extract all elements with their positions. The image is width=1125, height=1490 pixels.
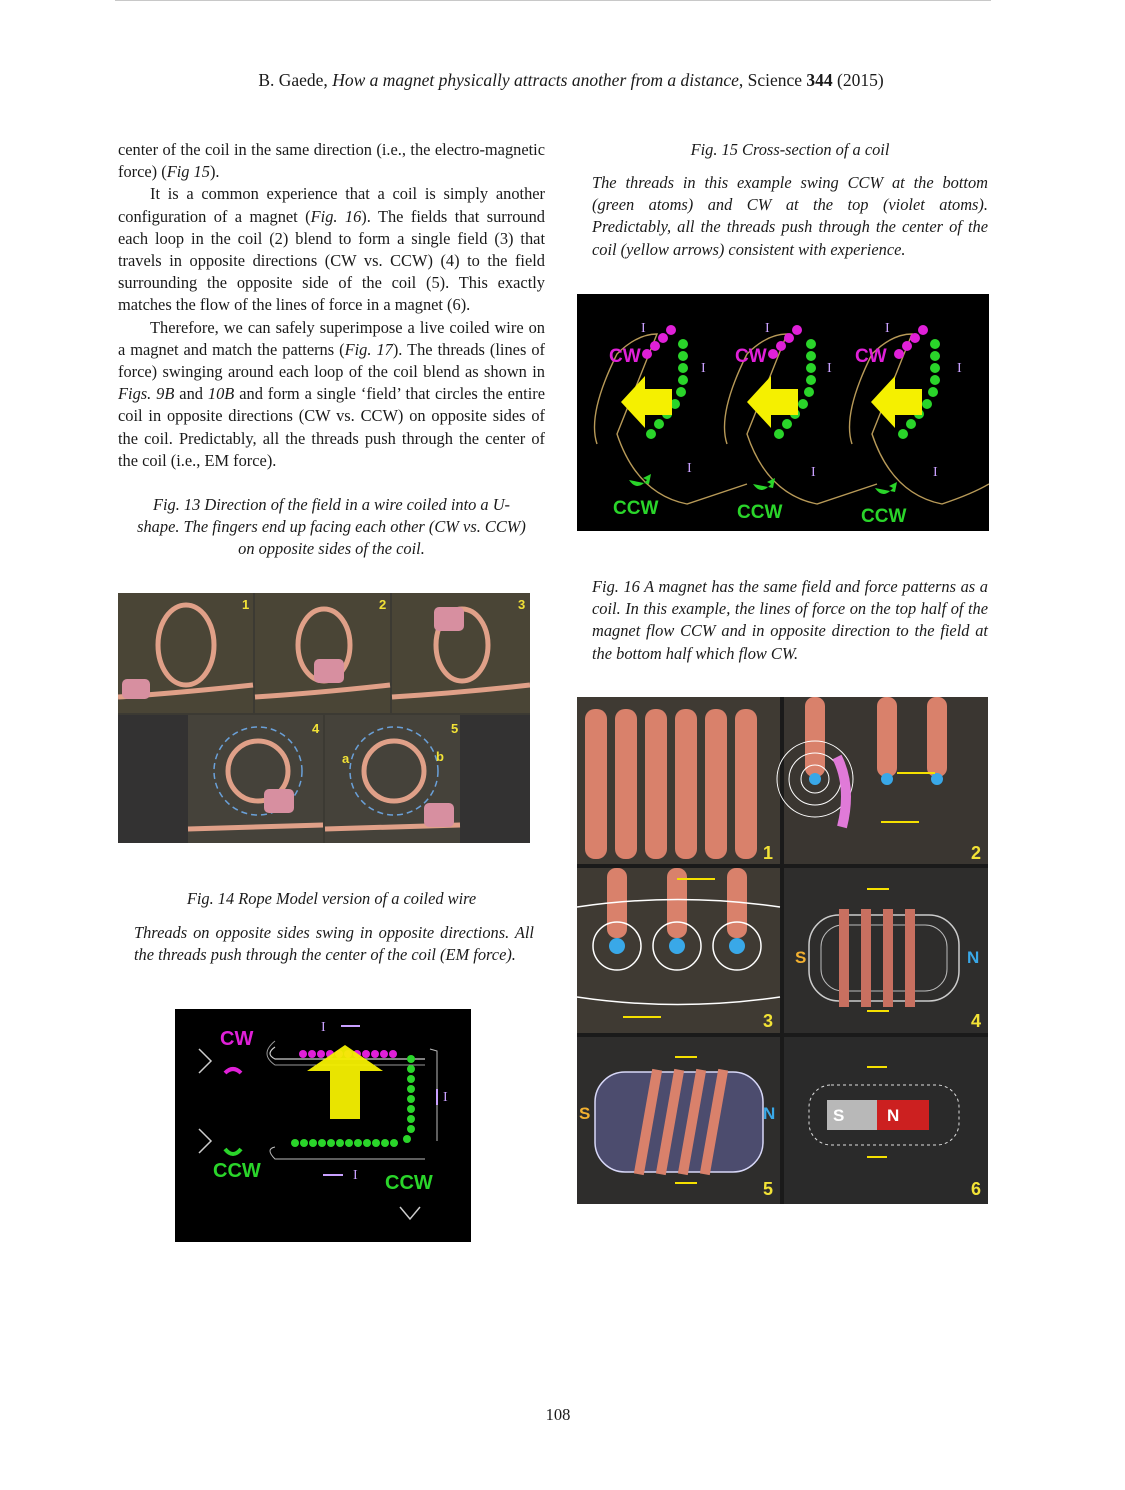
fig15-cw-2: CW [735, 346, 767, 367]
fig13-label-b: b [436, 749, 444, 764]
fig15-image [577, 294, 989, 531]
fig16-pole-s-5: S [579, 1104, 591, 1123]
fig16-label-4: 4 [971, 1011, 982, 1031]
paragraph-3: Therefore, we can safely superimpose a live coiled wire on a magnet and match the patterns (Fig. 17). The threads (lines of force) swinging around each loop of the coil blend as shown in Figs. 9B and 10B and form a single ‘field’ that circles the entire coil in opposite directions (CW vs. CCW) on opposite sides of the coil. Predictably, all the threads push through the center of the coil (i.e., EM force). [118, 317, 545, 470]
fig15-caption: Fig. 15 Cross-section of a coil [690, 140, 890, 159]
header-author: B. Gaede, [258, 70, 328, 90]
header-title: How a magnet physically attracts another from a distance [332, 70, 739, 90]
paragraph-1: center of the coil in the same direction (i.e., the electro-magnetic force) (Fig 15). [118, 140, 545, 182]
running-header [0, 70, 1125, 91]
fig16-pole-n-4: N [967, 948, 980, 967]
fig15-i-8: I [811, 465, 816, 480]
fig13-caption: Fig. 13 Direction of the field in a wire coiled into a U-shape. The fingers end up facing each other (CW vs. CCW) on opposite sides of the coil. [137, 495, 526, 559]
fig13-label-3: 3 [518, 597, 526, 612]
fig13-label-4: 4 [312, 721, 320, 736]
fig15-i-1: I [641, 321, 646, 336]
fig14-cw-label: CW [220, 1028, 254, 1050]
fig13-image [118, 593, 530, 843]
fig14-ccw-label: CCW [213, 1160, 261, 1182]
fig14-caption: Fig. 14 Rope Model version of a coiled wire [186, 889, 477, 908]
fig13-label-2: 2 [379, 597, 387, 612]
page-number: 108 [545, 1405, 571, 1424]
fig16-label-3: 3 [763, 1011, 774, 1031]
fig13-label-5: 5 [451, 721, 459, 736]
fig16-label-6: 6 [971, 1179, 982, 1199]
fig16-label-2: 2 [971, 843, 982, 863]
fig16-pole-n-6: N [887, 1106, 900, 1125]
header-year: (2015) [832, 70, 884, 90]
fig15-i-6: I [957, 361, 962, 376]
fig13-label-1: 1 [242, 597, 250, 612]
fig15-cw-3: CW [855, 346, 887, 367]
fig15-description: The threads in this example swing CCW at the bottom (green atoms) and CW at the top (violet atoms). Predictably, all the threads push through the center of the coil (yellow arrows) consistent with experience. [592, 173, 988, 259]
fig15-i-7: I [687, 461, 692, 476]
left-column-text [118, 139, 545, 472]
fig16-image [577, 697, 988, 1204]
fig15-i-4: I [701, 361, 706, 376]
fig14-current-bottom: I [353, 1168, 358, 1183]
fig16-pole-s-6: S [833, 1106, 845, 1125]
fig14-ccw2-label: CCW [385, 1172, 433, 1194]
header-journal: , Science [738, 70, 807, 90]
fig16-label-1: 1 [763, 843, 774, 863]
fig16-caption: Fig. 16 A magnet has the same field and force patterns as a coil. In this example, the lines of force on the top half of the magnet flow CCW and in opposite direction to the field at the bottom half which flow CW. [592, 577, 988, 663]
fig14-image [175, 1009, 471, 1242]
fig16-label-5: 5 [763, 1179, 774, 1199]
fig15-ccw-3: CCW [861, 506, 907, 527]
fig15-i-2: I [765, 321, 770, 336]
fig15-ccw-2: CCW [737, 502, 783, 523]
fig15-i-5: I [827, 361, 832, 376]
fig14-current-right: I [443, 1090, 448, 1105]
paragraph-2: It is a common experience that a coil is simply another configuration of a magnet (Fig. 16). The fields that surround each loop in the coil (2) blend to form a single field (3) that travels in opposite directions (CW vs. CCW) (4) to the field surrounding the opposite side of the coil (5). This exactly matches the flow of the lines of force in a magnet (6). [118, 184, 545, 315]
fig15-i-3: I [885, 321, 890, 336]
fig13-label-a: a [342, 751, 350, 766]
fig15-cw-1: CW [609, 346, 641, 367]
top-rule [115, 0, 991, 1]
fig16-pole-n-5: N [763, 1104, 776, 1123]
fig14-description: Threads on opposite sides swing in opposite directions. All the threads push through the center of the coil (EM force). [134, 923, 534, 965]
fig14-current-top: I [321, 1020, 326, 1035]
fig15-ccw-1: CCW [613, 498, 659, 519]
header-volume: 344 [806, 70, 833, 90]
fig15-i-9: I [933, 465, 938, 480]
fig16-pole-s-4: S [795, 948, 807, 967]
